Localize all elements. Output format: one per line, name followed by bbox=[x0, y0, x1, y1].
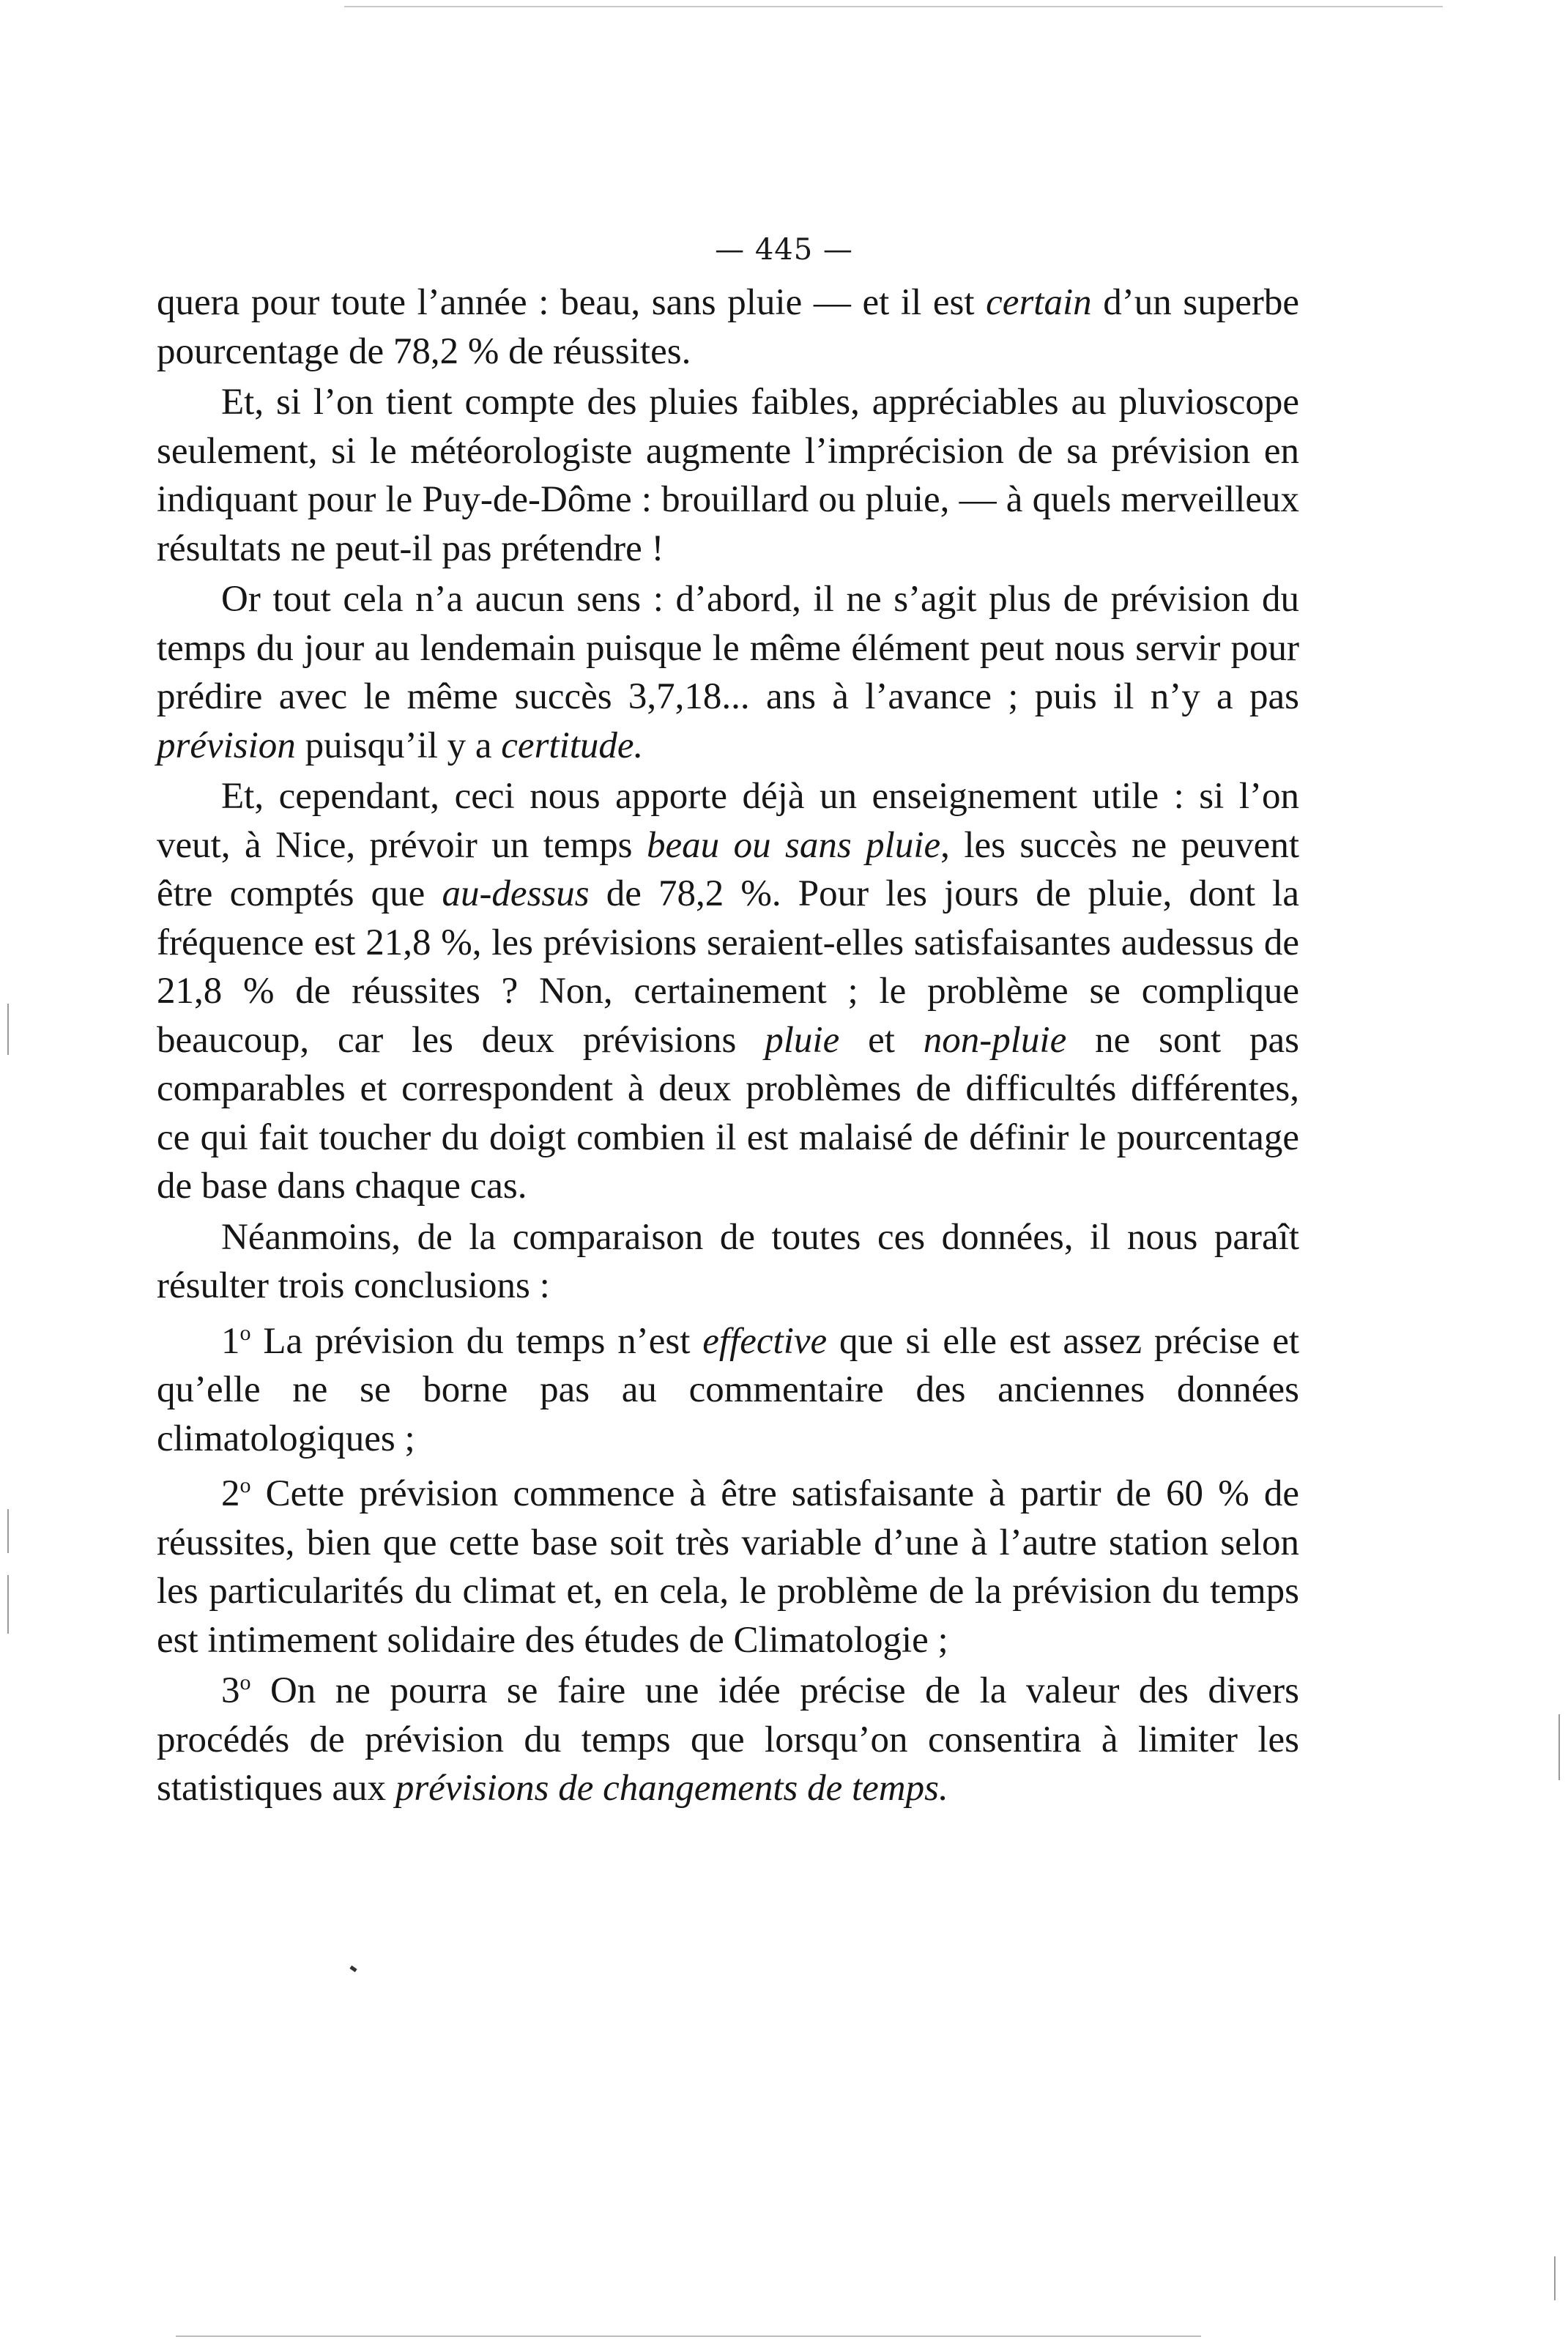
italic-text: prévision bbox=[157, 725, 296, 766]
italic-text: certitude. bbox=[501, 725, 644, 766]
italic-text: pluie bbox=[765, 1019, 840, 1061]
text-run: On ne pourra se faire une idée précise de la valeur des divers procédés de prévision du temps que lorsqu’on consentira à limiter les statistiques aux bbox=[157, 1670, 1299, 1809]
body-text bbox=[157, 278, 1299, 1815]
text-run: 3 bbox=[221, 1670, 240, 1711]
italic-text: beau ou sans pluie bbox=[646, 824, 941, 866]
page-number: — 445 — bbox=[715, 233, 853, 267]
ordinal-superscript: o bbox=[239, 1473, 251, 1497]
text-run: Néanmoins, de la comparaison de toutes ces données, il nous paraît résulter trois conclusions : bbox=[157, 1216, 1299, 1306]
ordinal-superscript: o bbox=[239, 1670, 251, 1694]
text-run: quera pour toute l’année : beau, sans pluie — et il est bbox=[157, 282, 986, 323]
text-run: , les succès ne peuvent être comptés que bbox=[157, 824, 1299, 914]
text-run: de 78,2 %. Pour les jours de pluie, dont la fréquence est 21,8 %, les prévisions seraient-elles satisfaisantes audessus de 21,8 % de réussites ? Non, certainement ; le problème se complique beaucoup, car les deux prévisions bbox=[157, 873, 1299, 1061]
right-edge-mark bbox=[1558, 1714, 1560, 1780]
text-run: Or tout cela n’a aucun sens : d’abord, il ne s’agit plus de prévision du temps du jour au lendemain puisque le même élément peut nous servir pour prédire avec le même succès 3,7,18... ans à l’avance ; puis il n’y a pas bbox=[157, 579, 1299, 717]
text-run: que si elle est assez précise et qu’elle ne se borne pas au commentaire des anciennes données climatologiques ; bbox=[157, 1320, 1299, 1459]
text-run: 2 bbox=[221, 1473, 240, 1514]
paragraph bbox=[157, 1317, 1299, 1464]
ink-speck bbox=[349, 1966, 357, 1972]
paragraph bbox=[157, 772, 1299, 1211]
paragraph bbox=[157, 278, 1299, 376]
left-edge-mark bbox=[7, 1509, 9, 1553]
paragraph bbox=[157, 1667, 1299, 1813]
italic-text: non-pluie bbox=[923, 1019, 1067, 1061]
left-edge-mark bbox=[7, 1575, 9, 1634]
italic-text: au-dessus bbox=[442, 873, 590, 914]
text-run: La prévision du temps n’est bbox=[250, 1320, 703, 1362]
top-edge-rule bbox=[344, 6, 1443, 7]
right-edge-mark bbox=[1554, 2256, 1556, 2300]
left-edge-mark bbox=[7, 1004, 9, 1055]
italic-text: effective bbox=[702, 1320, 828, 1362]
text-run: et bbox=[839, 1019, 924, 1061]
text-run: Et, cependant, ceci nous apporte déjà un enseignement utile : si l’on veut, à Nice, prévoir un temps bbox=[157, 776, 1299, 866]
bottom-edge-rule bbox=[176, 2335, 1201, 2337]
text-run: 1 bbox=[221, 1320, 240, 1362]
paragraph bbox=[157, 1470, 1299, 1664]
text-run: d’un superbe pourcentage de 78,2 % de réussites. bbox=[157, 282, 1299, 372]
text-run: Et, si l’on tient compte des pluies faibles, appréciables au pluvioscope seulement, si le météorologiste augmente l’imprécision de sa prévision en indiquant pour le Puy-de-Dôme : brouillard ou pluie, — à quels merveilleux résultats ne peut-il pas prétendre ! bbox=[157, 382, 1299, 569]
ordinal-superscript: o bbox=[239, 1320, 251, 1345]
paragraph bbox=[157, 378, 1299, 573]
italic-text: prévisions de changements de temps. bbox=[395, 1768, 948, 1809]
italic-text: certain bbox=[986, 282, 1092, 323]
text-run: ne sont pas comparables et correspondent à deux problèmes de difficultés différentes, ce qui fait toucher du doigt combien il est malaisé de définir le pourcentage de base dans chaque cas. bbox=[157, 1019, 1300, 1207]
text-run: Cette prévision commence à être satisfaisante à partir de 60 % de réussites, bien que cette base soit très variable d’une à l’autre station selon les particularités du climat et, en cela, le problème de la prévision du temps est intimement solidaire des études de Climatologie ; bbox=[157, 1473, 1299, 1661]
paragraph bbox=[157, 1213, 1299, 1311]
paragraph bbox=[157, 575, 1299, 770]
text-run: puisqu’il y a bbox=[295, 725, 502, 766]
